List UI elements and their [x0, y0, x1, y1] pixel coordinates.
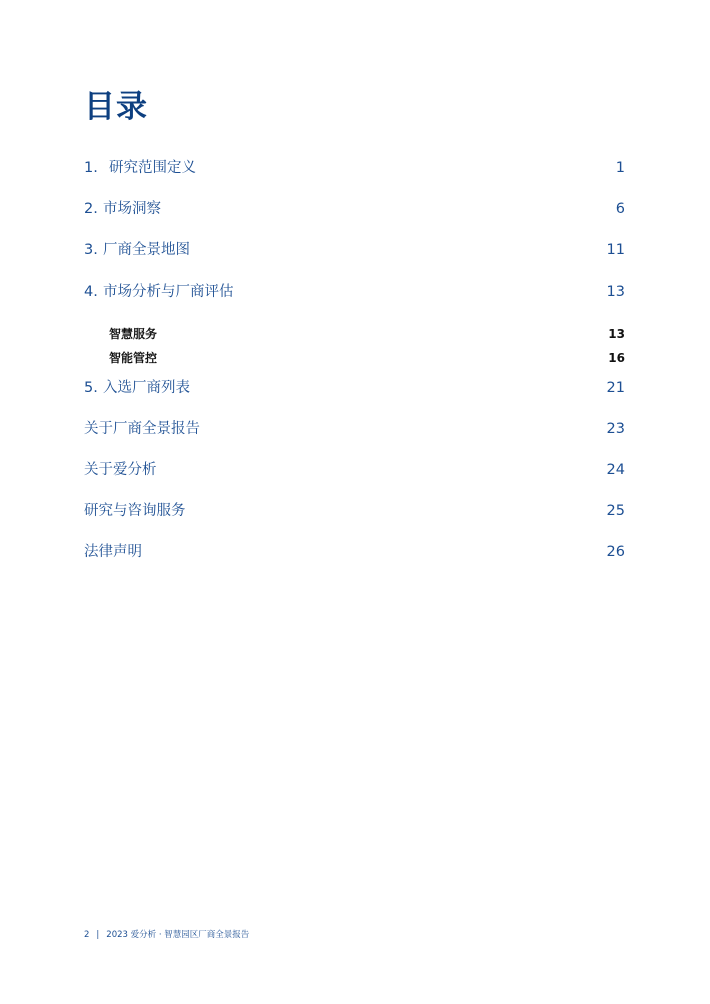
toc-item-page: 1 [615, 160, 625, 176]
toc-subitem-page: 13 [608, 327, 625, 341]
toc-item-label: 关于厂商全景报告 [84, 421, 200, 437]
page-title: 目录 [84, 89, 148, 125]
toc-item-page: 25 [606, 503, 625, 519]
toc-item-page: 6 [615, 201, 625, 217]
toc-item-page: 26 [606, 544, 625, 560]
footer-separator: | [96, 930, 100, 940]
toc-item-1[interactable] [84, 161, 625, 176]
toc-item-number: 3. [84, 242, 98, 258]
toc-subitem-2[interactable] [109, 352, 625, 364]
toc-item-label: 市场洞察 [103, 201, 161, 217]
toc-item-about-company[interactable] [84, 463, 625, 478]
toc-item-4[interactable] [84, 285, 625, 300]
toc-item-label: 研究范围定义 [109, 160, 196, 176]
toc-item-title [84, 285, 234, 300]
toc-item-title [84, 161, 196, 176]
toc-item-page: 24 [606, 462, 625, 478]
toc-item-label: 市场分析与厂商评估 [103, 284, 234, 300]
toc-item-legal[interactable] [84, 545, 625, 560]
toc-subitem-page: 16 [608, 351, 625, 365]
toc-item-title [84, 243, 190, 258]
toc-item-page: 21 [606, 380, 625, 396]
footer-report-title: 2023 爱分析 · 智慧园区厂商全景报告 [106, 930, 250, 940]
toc-subitem-1[interactable] [109, 328, 625, 340]
toc-item-page: 13 [606, 284, 625, 300]
toc-item-2[interactable] [84, 202, 625, 217]
toc-item-title [84, 202, 161, 217]
toc-item-number: 2. [84, 201, 98, 217]
toc-item-page: 11 [606, 242, 625, 258]
toc-item-label: 研究与咨询服务 [84, 503, 186, 519]
toc-item-about-report[interactable] [84, 422, 625, 437]
toc-item-number: 1. [84, 160, 98, 176]
toc-subitem-label: 智慧服务 [109, 327, 158, 341]
toc-item-label: 厂商全景地图 [103, 242, 190, 258]
toc-item-label: 关于爱分析 [84, 462, 157, 478]
toc-subitem-label: 智能管控 [109, 351, 158, 365]
toc-item-3[interactable] [84, 243, 625, 258]
toc-item-number: 5. [84, 380, 98, 396]
toc-item-label: 法律声明 [84, 544, 142, 560]
footer-page-number: 2 [84, 930, 90, 940]
toc-item-title [84, 381, 190, 396]
page-footer [84, 931, 249, 940]
toc-item-number: 4. [84, 284, 98, 300]
toc-item-label: 入选厂商列表 [103, 380, 190, 396]
toc-item-page: 23 [606, 421, 625, 437]
toc-item-5[interactable] [84, 381, 625, 396]
toc-item-research-services[interactable] [84, 504, 625, 519]
